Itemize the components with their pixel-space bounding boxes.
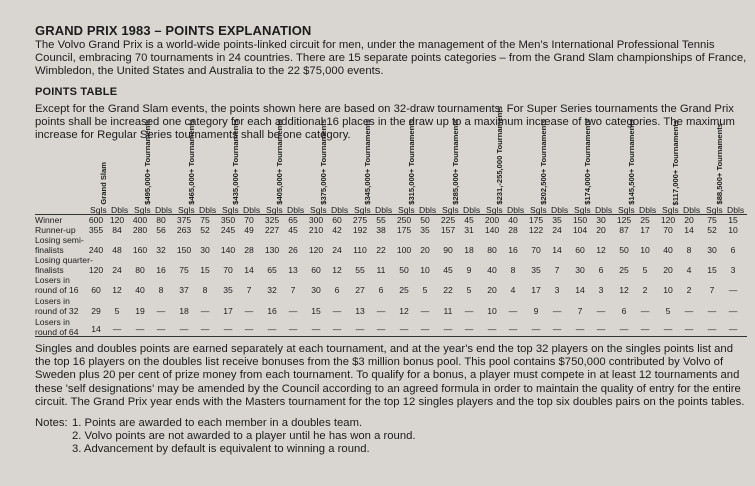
doubles-points-cell: 45 [464,215,474,225]
dbls-label: Dbls [551,205,569,215]
doubles-points-cell: — [156,306,166,316]
singles-points-cell: — [399,324,409,334]
singles-points-cell: 30 [707,245,717,255]
doubles-points-cell: 6 [334,285,340,295]
doubles-points-cell: — [728,324,738,334]
singles-points-cell: 210 [308,225,324,235]
singles-points-cell: 18 [179,306,189,316]
column-header [319,119,332,205]
singles-points-cell: 30 [311,285,321,295]
singles-points-cell: 175 [528,215,544,225]
singles-points-cell: 240 [88,245,104,255]
singles-points-cell: 375 [176,215,192,225]
doubles-points-cell: 3 [598,285,604,295]
singles-points-cell: — [355,324,365,334]
doubles-points-cell: 52 [200,225,210,235]
doubles-points-cell: 16 [508,245,518,255]
singles-points-cell: 100 [396,245,412,255]
singles-points-cell: 9 [533,306,539,316]
singles-points-cell: 80 [135,265,145,275]
notes-label: Notes: [35,417,68,429]
column-header-label: Grand Slam [99,162,108,205]
singles-points-cell: — [267,324,277,334]
doubles-points-cell: 38 [376,225,386,235]
singles-points-cell: 125 [616,215,632,225]
column-header [231,119,244,205]
note-item: 3. Advancement by default is equivalent to winning a round. [72,443,370,456]
doubles-points-cell: — [288,306,298,316]
sgls-label: Sgls [442,205,459,215]
doubles-points-cell: — [244,306,254,316]
sgls-label: Sgls [486,205,503,215]
doubles-points-cell: — [288,324,298,334]
singles-points-cell: — [575,324,585,334]
doubles-points-cell: 4 [686,265,692,275]
singles-points-cell: 55 [355,265,365,275]
singles-points-cell: — [663,324,673,334]
doubles-points-cell: 84 [112,225,122,235]
dbls-label: Dbls [111,205,129,215]
row-label: Losing quarter- [35,255,93,265]
doubles-points-cell: 14 [684,225,694,235]
column-header [495,106,508,205]
doubles-points-cell: 40 [508,215,518,225]
doubles-points-cell: — [640,324,650,334]
doubles-points-cell: — [332,306,342,316]
note-item: 1. Points are awarded to each member in a doubles team. [72,417,363,429]
doubles-points-cell: 6 [598,265,604,275]
singles-points-cell: 14 [91,324,101,334]
singles-points-cell: 280 [132,225,148,235]
doubles-points-cell: — [200,324,210,334]
dbls-label: Dbls [199,205,217,215]
singles-points-cell: 10 [487,306,497,316]
singles-points-cell: 50 [399,265,409,275]
singles-points-cell: 6 [621,306,627,316]
doubles-points-cell: 35 [552,215,562,225]
doubles-points-cell: — [156,324,166,334]
column-header-label: $202,500+ Tournaments [539,119,548,205]
sgls-label: Sgls [134,205,151,215]
dbls-label: Dbls [507,205,525,215]
dbls-label: Dbls [727,205,745,215]
column-header-label: $375,000+ Tournaments [319,119,328,205]
singles-points-cell: 140 [484,225,500,235]
row-label: Losing semi- [35,235,84,245]
doubles-points-cell: 42 [332,225,342,235]
singles-points-cell: 11 [443,306,453,316]
sgls-label: Sgls [90,205,107,215]
row-label: Winner [35,215,63,225]
doubles-points-cell: — [596,306,606,316]
column-header-label: $145,500+ Tournaments [627,119,636,205]
singles-points-cell: 200 [484,215,500,225]
singles-points-cell: 400 [132,215,148,225]
doubles-points-cell: 60 [332,215,342,225]
note-item: 2. Volvo points are not awarded to a player until he has won a round. [72,430,416,443]
sgls-label: Sgls [178,205,195,215]
doubles-points-cell: 26 [288,245,298,255]
doubles-points-cell: 9 [466,265,472,275]
dbls-label: Dbls [639,205,657,215]
dbls-label: Dbls [683,205,701,215]
doubles-points-cell: 13 [288,265,298,275]
singles-points-cell: 300 [308,215,324,225]
bonus-paragraph: Singles and doubles points are earned separately at each tournament, and at the year's end the top 32 players on the singles points list and the top 16 players on the doubles list receive bonuses from the $3 million bonus pool. This pool contains $750,000 contributed by Volvo of Sweden plus 20 per cent of prize money from each tournament. To qualify for a bonus, a player must compete in at least 12 tournaments and these 'self designations' may be amended by the Council according to an agreed formula in order to maintain the quality of entry for the entire circuit. The Grand Prix year ends with the Masters tournament for the top 12 singles players and the top six doubles pairs on the points tables. [35,343,745,408]
doubles-points-cell: — [376,324,386,334]
singles-points-cell: 175 [396,225,412,235]
singles-points-cell: 150 [572,215,588,225]
singles-points-cell: — [707,306,717,316]
singles-points-cell: 263 [176,225,192,235]
singles-points-cell: 12 [399,306,409,316]
sgls-label: Sgls [310,205,327,215]
doubles-points-cell: 12 [112,285,122,295]
doubles-points-cell: 6 [730,245,736,255]
doubles-points-cell: 28 [244,245,254,255]
doubles-points-cell: 20 [596,225,606,235]
doubles-points-cell: — [596,324,606,334]
doubles-points-cell: 22 [376,245,386,255]
singles-points-cell: 87 [619,225,629,235]
singles-points-cell: 120 [660,215,676,225]
doubles-points-cell: — [508,306,518,316]
doubles-points-cell: — [112,324,122,334]
doubles-points-cell: 24 [332,245,342,255]
doubles-points-cell: 20 [420,245,430,255]
singles-points-cell: 140 [220,245,236,255]
column-header-label: $405,000+ Tournaments [275,119,284,205]
singles-points-cell: — [135,324,145,334]
column-header [583,119,596,205]
singles-points-cell: 13 [355,306,365,316]
doubles-points-cell: — [684,324,694,334]
doubles-points-cell: 8 [158,285,164,295]
column-header-label: $435,000+ Tournaments [231,119,240,205]
column-header-label: $88,500+ Tournaments [715,123,724,205]
doubles-points-cell: 24 [552,225,562,235]
singles-points-cell: — [311,324,321,334]
column-header [100,145,112,205]
singles-points-cell: 150 [176,245,192,255]
doubles-points-cell: — [244,324,254,334]
singles-points-cell: 75 [179,265,189,275]
singles-points-cell: — [223,324,233,334]
doubles-points-cell: 55 [376,215,386,225]
column-header-label: $495,000+ Tournaments [143,119,152,205]
doubles-points-cell: 56 [156,225,166,235]
singles-points-cell: 40 [487,265,497,275]
singles-points-cell: 25 [619,265,629,275]
doubles-points-cell: 24 [112,265,122,275]
singles-points-cell: 110 [353,245,367,255]
singles-points-cell: 600 [88,215,104,225]
singles-points-cell: 52 [707,225,717,235]
singles-points-cell: 60 [311,265,321,275]
singles-points-cell: 60 [575,245,585,255]
column-header-label: $345,000+ Tournaments [363,119,372,205]
singles-points-cell: 122 [528,225,544,235]
doubles-points-cell: — [464,324,474,334]
singles-points-cell: 227 [264,225,280,235]
doubles-points-cell: — [552,324,562,334]
dbls-label: Dbls [155,205,173,215]
row-label: round of 16 [35,285,79,295]
singles-points-cell: 35 [531,265,541,275]
sgls-label: Sgls [398,205,415,215]
singles-points-cell: — [179,324,189,334]
column-header [187,119,200,205]
singles-points-cell: 35 [223,285,233,295]
singles-points-cell: 30 [575,265,585,275]
singles-points-cell: 70 [663,225,673,235]
column-header-label: $174,000+ Tournaments [583,119,592,205]
singles-points-cell: 130 [264,245,280,255]
doubles-points-cell: 7 [554,265,560,275]
dbls-label: Dbls [463,205,481,215]
column-header [275,119,288,205]
table-rule [35,336,747,337]
doubles-points-cell: 32 [156,245,166,255]
doubles-points-cell: 65 [288,215,298,225]
singles-points-cell: 355 [88,225,104,235]
row-label: round of 64 [35,327,79,337]
doubles-points-cell: 80 [156,215,166,225]
singles-points-cell: 15 [707,265,717,275]
singles-points-cell: 160 [132,245,148,255]
doubles-points-cell: 2 [642,285,648,295]
column-header [627,119,640,205]
sgls-label: Sgls [354,205,371,215]
singles-points-cell: — [443,324,453,334]
doubles-points-cell: 5 [642,265,648,275]
column-header [671,119,684,205]
singles-points-cell: 45 [443,265,453,275]
singles-points-cell: 192 [352,225,368,235]
row-label: Losers in [35,317,70,327]
column-header [451,119,464,205]
doubles-points-cell: 70 [244,215,254,225]
singles-points-cell: 225 [440,215,456,225]
dbls-label: Dbls [375,205,393,215]
singles-points-cell: 40 [663,245,673,255]
singles-points-cell: — [707,324,717,334]
doubles-points-cell: — [420,306,430,316]
doubles-points-cell: — [728,285,738,295]
singles-points-cell: 70 [223,265,233,275]
doubles-points-cell: 3 [730,265,736,275]
doubles-points-cell: 28 [508,225,518,235]
column-header-label: $117,000+ Tournaments [671,119,680,205]
doubles-points-cell: — [332,324,342,334]
sgls-label: Sgls [530,205,547,215]
singles-points-cell: 32 [267,285,277,295]
column-header-label: $315,000+ Tournaments [407,119,416,205]
doubles-points-cell: 17 [640,225,650,235]
column-header-label: $465,000+ Tournaments [187,119,196,205]
column-header [143,119,156,205]
sgls-label: Sgls [266,205,283,215]
singles-points-cell: 120 [88,265,104,275]
singles-points-cell: — [487,324,497,334]
singles-points-cell: 27 [355,285,365,295]
doubles-points-cell: 14 [244,265,254,275]
singles-points-cell: 37 [179,285,189,295]
doubles-points-cell: 4 [510,285,516,295]
singles-points-cell: 275 [352,215,368,225]
column-header [715,123,728,205]
row-label: finalists [35,265,64,275]
singles-points-cell: 65 [267,265,277,275]
doubles-points-cell: 10 [640,245,650,255]
doubles-points-cell: — [376,306,386,316]
singles-points-cell: 25 [399,285,409,295]
singles-points-cell: 40 [135,285,145,295]
doubles-points-cell: — [552,306,562,316]
sgls-label: Sgls [706,205,723,215]
doubles-points-cell: 7 [246,285,252,295]
doubles-points-cell: 25 [640,215,650,225]
singles-points-cell: 104 [572,225,588,235]
doubles-points-cell: 120 [109,215,125,225]
dbls-label: Dbls [595,205,613,215]
doubles-points-cell: 30 [596,215,606,225]
column-header [539,119,552,205]
singles-points-cell: 90 [443,245,453,255]
doubles-points-cell: 5 [114,306,120,316]
sgls-label: Sgls [222,205,239,215]
row-label: Losers in [35,296,70,306]
doubles-points-cell: 30 [200,245,210,255]
dbls-label: Dbls [331,205,349,215]
singles-points-cell: 350 [220,215,236,225]
singles-points-cell: 10 [663,285,673,295]
doubles-points-cell: 50 [420,215,430,225]
sgls-label: Sgls [618,205,635,215]
doubles-points-cell: 31 [464,225,474,235]
doubles-points-cell: — [464,306,474,316]
singles-points-cell: 16 [267,306,277,316]
doubles-points-cell: 16 [156,265,166,275]
doubles-points-cell: 20 [684,215,694,225]
doubles-points-cell: 49 [244,225,254,235]
doubles-points-cell: 11 [376,265,386,275]
singles-points-cell: 17 [223,306,233,316]
singles-points-cell: 20 [663,265,673,275]
doubles-points-cell: 5 [466,285,472,295]
singles-points-cell: 250 [396,215,412,225]
column-header [363,119,376,205]
doubles-points-cell: 35 [420,225,430,235]
singles-points-cell: 17 [531,285,541,295]
dbls-label: Dbls [287,205,305,215]
doubles-points-cell: — [200,306,210,316]
doubles-points-cell: 45 [288,225,298,235]
doubles-points-cell: — [684,306,694,316]
row-label: round of 32 [35,306,79,316]
singles-points-cell: 80 [487,245,497,255]
doubles-points-cell: 6 [378,285,384,295]
points-table-description: Except for the Grand Slam events, the points shown here are based on 32-draw tournaments. For Super Series tournaments the Grand Prix points shall be increased one category for each additional 16 places in the draw up to a maximum increase of two categories. The maximum increase for Regular Series tournaments shall be one category. [35,103,735,142]
sgls-label: Sgls [574,205,591,215]
singles-points-cell: — [531,324,541,334]
dbls-label: Dbls [243,205,261,215]
column-header-label: $231,-255,000 Tournaments [495,106,504,205]
doubles-points-cell: — [640,306,650,316]
intro-paragraph: The Volvo Grand Prix is a world-wide points-linked circuit for men, under the management of the Men's International Professional Tennis Council, embracing 70 tournaments in 24 countries. There are 15 separate points categories – from the Grand Slam championships of France, Wimbledon, the United States and Australia to the 22 $75,000 events. [35,39,747,78]
singles-points-cell: 29 [91,306,101,316]
singles-points-cell: 70 [531,245,541,255]
column-header [407,119,420,205]
singles-points-cell: 14 [575,285,585,295]
singles-points-cell: 19 [135,306,145,316]
doubles-points-cell: — [508,324,518,334]
singles-points-cell: 325 [264,215,280,225]
singles-points-cell: 60 [91,285,101,295]
doubles-points-cell: 48 [112,245,122,255]
doubles-points-cell: 5 [422,285,428,295]
doubles-points-cell: 7 [290,285,296,295]
singles-points-cell: 20 [487,285,497,295]
singles-points-cell: 245 [220,225,236,235]
row-label: Losers in [35,275,70,285]
doubles-points-cell: 12 [596,245,606,255]
singles-points-cell: 50 [619,245,629,255]
sgls-label: Sgls [662,205,679,215]
notes-list [72,417,416,457]
doubles-points-cell: 12 [332,265,342,275]
doubles-points-cell: 14 [552,245,562,255]
doubles-points-cell: 10 [728,225,738,235]
doubles-points-cell: 8 [686,245,692,255]
singles-points-cell: 157 [440,225,456,235]
singles-points-cell: 7 [709,285,715,295]
doubles-points-cell: — [420,324,430,334]
points-table-heading: POINTS TABLE [35,86,118,98]
row-label: finalists [35,245,64,255]
doubles-points-cell: 2 [686,285,692,295]
singles-points-cell: 15 [311,306,321,316]
row-label: Runner-up [35,225,76,235]
singles-points-cell: 5 [665,306,671,316]
doubles-points-cell: 8 [202,285,208,295]
page-title: GRAND PRIX 1983 – POINTS EXPLANATION [35,23,312,38]
singles-points-cell: 12 [619,285,629,295]
doubles-points-cell: 18 [464,245,474,255]
singles-points-cell: 22 [443,285,453,295]
singles-points-cell: — [619,324,629,334]
doubles-points-cell: 10 [420,265,430,275]
singles-points-cell: 75 [707,215,717,225]
doubles-points-cell: 8 [510,265,516,275]
dbls-label: Dbls [419,205,437,215]
singles-points-cell: 7 [577,306,583,316]
column-header-label: $285,000+ Tournaments [451,119,460,205]
singles-points-cell: 120 [308,245,324,255]
doubles-points-cell: 75 [200,215,210,225]
doubles-points-cell: 3 [554,285,560,295]
doubles-points-cell: — [728,306,738,316]
doubles-points-cell: 15 [200,265,210,275]
doubles-points-cell: 15 [728,215,738,225]
